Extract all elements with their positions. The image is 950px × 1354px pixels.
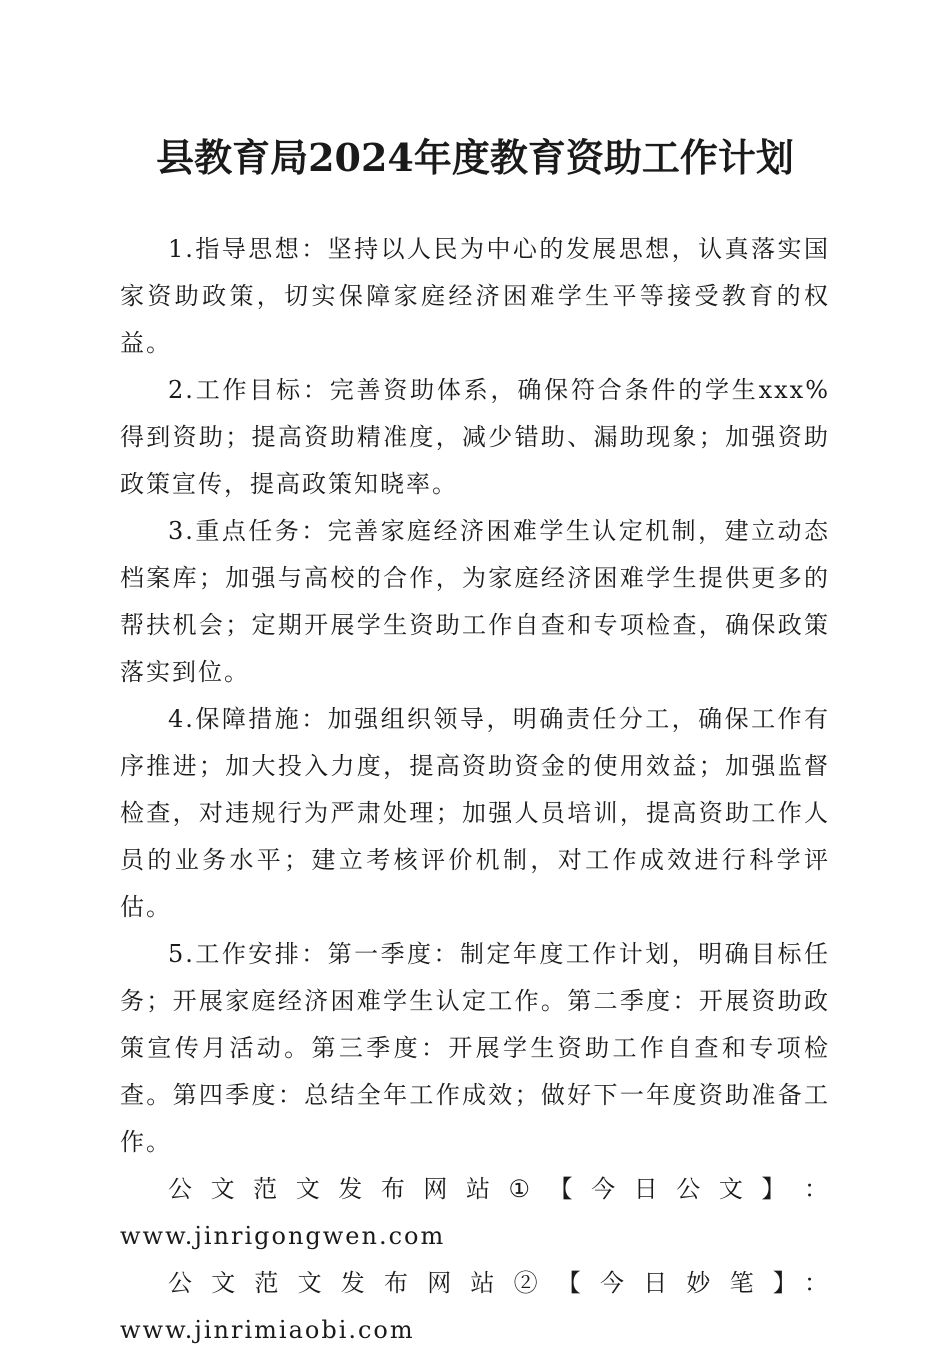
document-body xyxy=(120,226,830,1354)
paragraph-safeguards: 4.保障措施：加强组织领导，明确责任分工，确保工作有序推进；加大投入力度，提高资助资金的使用效益；加强监督检查，对违规行为严肃处理；加强人员培训，提高资助工作人员的业务水平；建立考核评价机制，对工作成效进行科学评估。 xyxy=(120,705,830,921)
footer-site1-char: 今 xyxy=(591,1175,618,1203)
footer-site1-char: 文 xyxy=(295,1175,322,1203)
paragraph-work-goals: 2.工作目标：完善资助体系，确保符合条件的学生xxx%得到资助；提高资助精准度，减少错助、漏助现象；加强资助政策宣传，提高政策知晓率。 xyxy=(120,376,830,498)
footer-site1-char: 【 xyxy=(548,1175,575,1203)
footer-site1-char: 网 xyxy=(423,1175,450,1203)
footer-site1-char: 文 xyxy=(210,1175,237,1203)
footer-site1-char: 公 xyxy=(168,1175,194,1203)
footer-site1-char: ： xyxy=(803,1175,830,1203)
document-title: 县教育局2024年度教育资助工作计划 xyxy=(156,135,794,180)
footer-site1-char: 站 xyxy=(465,1175,492,1203)
footer-site1-char: 文 xyxy=(718,1175,745,1203)
footer-site1-url[interactable]: www.jinrigongwen.com xyxy=(120,1222,446,1250)
paragraph-key-tasks: 3.重点任务：完善家庭经济困难学生认定机制，建立动态档案库；加强与高校的合作，为家庭经济困难学生提供更多的帮扶机会；定期开展学生资助工作自查和专项检查，确保政策落实到位。 xyxy=(120,517,830,686)
footer-site1-char: 范 xyxy=(253,1175,280,1203)
footer-site1-char: ① xyxy=(508,1175,533,1203)
footer-site2-line[interactable]: 公文范文发布网站②【今日妙笔】：www.jinrimiaobi.com xyxy=(120,1269,830,1344)
footer-site1-char: 】 xyxy=(761,1175,788,1203)
footer-site1-char: 日 xyxy=(633,1175,660,1203)
footer-site1-char: 布 xyxy=(380,1175,407,1203)
paragraph-work-schedule: 5.工作安排：第一季度：制定年度工作计划，明确目标任务；开展家庭经济困难学生认定工作。第二季度：开展资助政策宣传月活动。第三季度：开展学生资助工作自查和专项检查。第四季度：总结全年工作成效；做好下一年度资助准备工作。 xyxy=(120,940,830,1156)
footer-site1-char: 公 xyxy=(676,1175,703,1203)
footer-site1-char: 发 xyxy=(338,1175,365,1203)
paragraph-guiding-ideology: 1.指导思想：坚持以人民为中心的发展思想，认真落实国家资助政策，切实保障家庭经济困难学生平等接受教育的权益。 xyxy=(120,235,830,357)
footer-site1-label xyxy=(120,1166,830,1213)
